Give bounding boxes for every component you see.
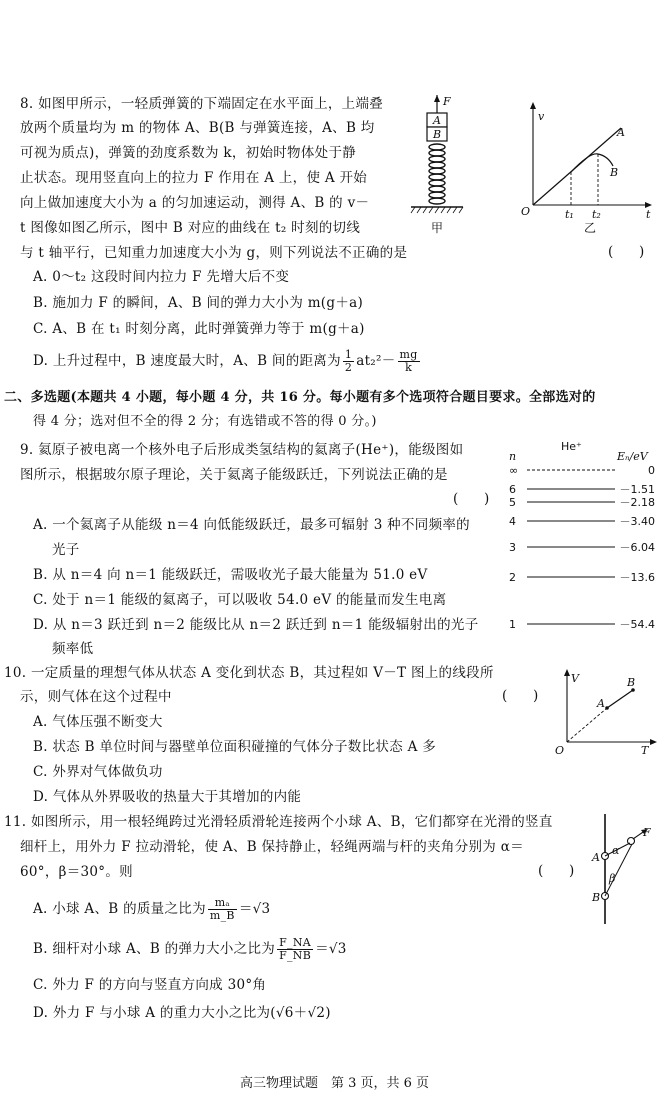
q11-option-a-fraction: $\frac{\text{mₐ}}{m\_B}$ [209, 896, 235, 922]
q9-level-n-3: 5 [509, 496, 516, 509]
q11-answer-paren: ( ) [538, 863, 575, 879]
q9-diagram-n-header: n [509, 450, 517, 463]
q8-jia-label-f: F [443, 95, 451, 108]
q11-pulley-diagram [585, 812, 655, 930]
q10-label-a: A [597, 697, 605, 710]
q8-jia-caption: 甲 [431, 221, 444, 235]
q8-yi-label-t2: t₂ [592, 208, 601, 221]
q11-label-a: A [592, 851, 600, 864]
q9-option-a-line-1: A. 一个氦离子从能级 n＝4 向低能级跃迁，最多可辐射 3 种不同频率的 [33, 517, 470, 533]
q8-yi-label-a: A [617, 126, 625, 139]
q9-diagram-title: He⁺ [561, 440, 582, 453]
q9-level-energy-2: －1.51 [619, 483, 655, 496]
q9-level-energy-6: －13.6 [619, 571, 655, 584]
q10-option-d: D. 气体从外界吸收的热量大于其增加的内能 [33, 789, 302, 805]
q8-figure-yi [518, 100, 658, 235]
q11-option-c: C. 外力 F 的方向与竖直方向成 30°角 [33, 977, 267, 993]
q11-line-1: 11. 如图所示，用一根轻绳跨过光滑轻质滑轮连接两个小球 A、B，它们都穿在光滑的竖直 [4, 814, 553, 830]
q11-option-d: D. 外力 F 与小球 A 的重力大小之比为(√6＋√2) [33, 1005, 331, 1021]
q10-option-a: A. 气体压强不断变大 [33, 714, 163, 730]
q9-level-energy-3: －2.18 [619, 496, 655, 509]
q8-line-1: 8. 如图甲所示，一轻质弹簧的下端固定在水平面上，上端叠 [20, 96, 384, 112]
q10-answer-paren: ( ) [502, 688, 539, 704]
q9-option-a-line-2: 光子 [52, 542, 80, 558]
q10-label-b: B [627, 676, 636, 689]
q10-label-v: V [571, 672, 579, 685]
q10-line-2: 示，则气体在这个过程中 [20, 689, 172, 705]
q11-line-3: 60°，β＝30°。则 [20, 864, 133, 880]
q10-option-b: B. 状态 B 单位时间与器壁单位面积碰撞的气体分子数比状态 A 多 [33, 739, 437, 755]
q11-label-f: F [643, 826, 651, 839]
q9-level-n-4: 4 [509, 515, 516, 528]
page-footer: 高三物理试题 第 3 页，共 6 页 [239, 1076, 430, 1091]
q9-level-n-1: ∞ [509, 464, 519, 477]
q9-energy-level-diagram [505, 436, 665, 641]
q10-line-1: 10. 一定质量的理想气体从状态 A 变化到状态 B，其过程如 V－T 图上的线段所 [4, 665, 494, 681]
q11-option-a: A. 小球 A、B 的质量之比为 $\frac{\text{mₐ}}{m\_B}$ ＝√3 [33, 896, 271, 922]
q9-answer-paren: ( ) [453, 491, 490, 507]
q8-yi-label-t1: t₁ [565, 208, 574, 221]
q9-level-n-6: 2 [509, 571, 516, 584]
q9-diagram-e-header: Eₙ/eV [617, 450, 648, 463]
q9-level-n-5: 3 [509, 541, 516, 554]
q8-jia-spring [429, 144, 445, 204]
q8-answer-paren: ( ) [608, 244, 645, 260]
q8-yi-label-v: v [538, 110, 545, 123]
q8-line-2: 放两个质量均为 m 的物体 A、B(B 与弹簧连接，A、B 均 [20, 120, 375, 136]
q8-yi-label-t: t [646, 208, 651, 221]
q11-label-alpha: α [612, 844, 620, 857]
q8-option-d-fraction-2: $\frac{mg}{k}$ [399, 348, 418, 374]
q9-level-n-7: 1 [509, 618, 516, 631]
section2-heading-line-1: 二、多选题(本题共 4 小题，每小题 4 分，共 16 分。每小题有多个选项符合题目要求。全部选对的 [4, 390, 596, 405]
q9-line-2: 图所示，根据玻尔原子理论，关于氦离子能级跃迁，下列说法正确的是 [20, 467, 448, 483]
q8-option-c: C. A、B 在 t₁ 时刻分离，此时弹簧弹力等于 m(g＋a) [33, 321, 365, 337]
q11-label-beta: β [609, 872, 616, 885]
q11-line-2: 细杆上，用外力 F 拉动滑轮，使 A、B 保持静止，轻绳两端与杆的夹角分别为 α＝ [20, 839, 524, 855]
q9-level-energy-5: －6.04 [619, 541, 655, 554]
q9-level-energy-4: －3.40 [619, 515, 655, 528]
q9-option-d-line-1: D. 从 n＝3 跃迁到 n＝2 能级比从 n＝2 跃迁到 n＝1 能级辐射出的光子 [33, 617, 479, 633]
q8-line-3: 可视为质点)，弹簧的劲度系数为 k，初始时物体处于静 [20, 145, 357, 161]
section2-heading-line-2: 得 4 分；选对但不全的得 2 分；有选错或不答的得 0 分。) [33, 414, 377, 429]
q8-line-7: 与 t 轴平行，已知重力加速度大小为 g，则下列说法不正确的是 [20, 245, 408, 261]
q8-option-d-mid: at₂²－ [356, 353, 396, 369]
q11-option-b-fraction: $\frac{F\_NA}{F\_NB}$ [279, 936, 312, 962]
q8-yi-caption: 乙 [584, 221, 597, 235]
q8-jia-label-a: A [433, 114, 441, 127]
q10-label-t: T [641, 744, 649, 757]
q9-level-n-2: 6 [509, 483, 516, 496]
q9-level-energy-1: 0 [648, 464, 655, 477]
q11-option-b: B. 细杆对小球 A、B 的弹力大小之比为 $\frac{F\_NA}{F\_NB}$ ＝√3 [33, 936, 347, 962]
q8-option-d [33, 348, 422, 374]
q11-label-b: B [592, 891, 601, 904]
q8-option-b: B. 施加力 F 的瞬间，A、B 间的弹力大小为 m(g＋a) [33, 295, 364, 311]
q8-jia-label-b: B [433, 128, 442, 141]
q8-yi-label-b: B [610, 166, 619, 179]
q9-level-energy-7: －54.4 [619, 618, 655, 631]
q9-option-c: C. 处于 n＝1 能级的氦离子，可以吸收 54.0 eV 的能量而发生电离 [33, 592, 447, 608]
q8-figure-jia [405, 95, 465, 265]
q8-line-6: t 图像如图乙所示，图中 B 对应的曲线在 t₂ 时刻的切线 [20, 220, 361, 236]
q8-yi-curve-b [571, 154, 613, 172]
q8-line-4: 止状态。现用竖直向上的拉力 F 作用在 A 上，使 A 开始 [20, 170, 368, 186]
q10-vt-diagram [555, 668, 660, 758]
q9-option-d-line-2: 频率低 [52, 641, 94, 657]
q8-option-d-prefix: D. 上升过程中，B 速度最大时，A、B 间的距离为 [33, 353, 341, 369]
q8-yi-label-o: O [521, 205, 531, 218]
q9-option-b: B. 从 n＝4 向 n＝1 能级跃迁，需吸收光子最大能量为 51.0 eV [33, 567, 428, 583]
q8-option-a: A. 0～t₂ 这段时间内拉力 F 先增大后不变 [33, 269, 290, 285]
q8-line-5: 向上做加速度大小为 a 的匀加速运动，测得 A、B 的 v－ [20, 195, 370, 211]
q8-option-d-fraction-1: $\frac{1}{2}$ [344, 348, 353, 374]
q10-label-o: O [555, 744, 565, 757]
q9-line-1: 9. 氦原子被电离一个核外电子后形成类氢结构的氦离子(He⁺)，能级图如 [20, 442, 464, 458]
q10-segment-ab [607, 690, 633, 708]
q10-option-c: C. 外界对气体做负功 [33, 764, 163, 780]
